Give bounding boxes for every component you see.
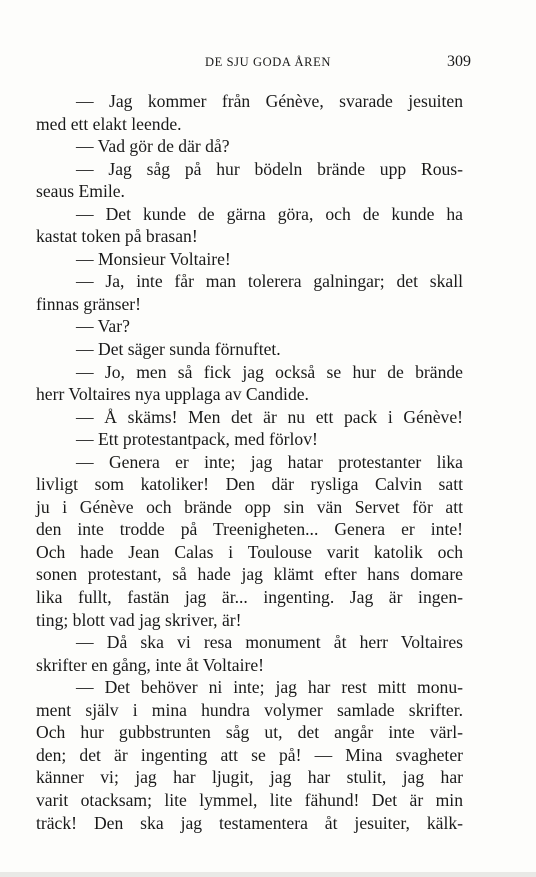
text-line: — Ja, inte får man tolerera galningar; det skall [76,271,463,292]
text-line: — Var? [76,316,130,337]
text-line: Och hur gubbstrunten såg ut, det angår inte värl- [36,722,463,743]
text-line: — Jag såg på hur bödeln brände upp Rous- [76,158,463,179]
text-line: — Monsieur Voltaire! [76,248,231,269]
text-line: — Jag kommer från Génève, svarade jesuiten [76,91,463,111]
text-line: — Genera er inte; jag hatar protestanter lika [76,451,463,472]
text-line: träck! Den ska jag testamentera åt jesuiter, kälk- [36,812,463,833]
text-line: ju i Génève och brände opp sin vän Servet för att [36,496,463,517]
text-line: — Ett protestantpack, med förlov! [76,429,318,450]
text-line: skrifter en gång, inte åt Voltaire! [36,654,264,675]
text-line: Och hade Jean Calas i Toulouse varit katolik och [36,541,463,562]
page-bottom-edge [0,872,536,877]
text-line: seaus Emile. [36,181,125,202]
text-line: den; det är ingenting att se på! — Mina svagheter [36,744,463,765]
body-text [36,90,463,834]
page-number: 309 [447,53,471,70]
text-line: — Jo, men så fick jag också se hur de brände [76,361,463,382]
text-line: känner vi; jag har ljugit, jag har stulit, jag har [36,767,463,788]
text-line: — Vad gör de där då? [76,136,230,157]
text-line: — Å skäms! Men det är nu ett pack i Génève! [76,406,463,427]
text-line: varit otacksam; lite lymmel, lite fähund! Det är min [36,789,463,810]
text-line: den inte trodde på Treenigheten... Genera er inte! [36,519,463,540]
text-line: finnas gränser! [36,293,142,314]
text-line: kastat token på brasan! [36,226,198,247]
running-head [0,55,536,75]
text-line: med ett elakt leende. [36,113,182,134]
running-title: DE SJU GODA ÅREN [205,55,331,69]
text-line: ting; blott vad jag skriver, är! [36,609,242,630]
text-line: lika fullt, fastän jag är... ingenting. Jag är ingen- [36,587,463,608]
text-line: herr Voltaires nya upplaga av Candide. [36,384,309,405]
text-line: livligt som katoliker! Den där rysliga Calvin satt [36,474,463,495]
text-line: — Då ska vi resa monument åt herr Voltaires [76,632,463,653]
text-line: sonen protestant, så hade jag klämt efter hans domare [36,564,463,585]
text-line: ment själv i mina hundra volymer samlade skrifter. [36,699,463,720]
text-line: — Det kunde de gärna göra, och de kunde ha [76,203,463,224]
text-line: — Det behöver ni inte; jag har rest mitt monu- [76,677,463,698]
text-line: — Det säger sunda förnuftet. [76,339,281,360]
